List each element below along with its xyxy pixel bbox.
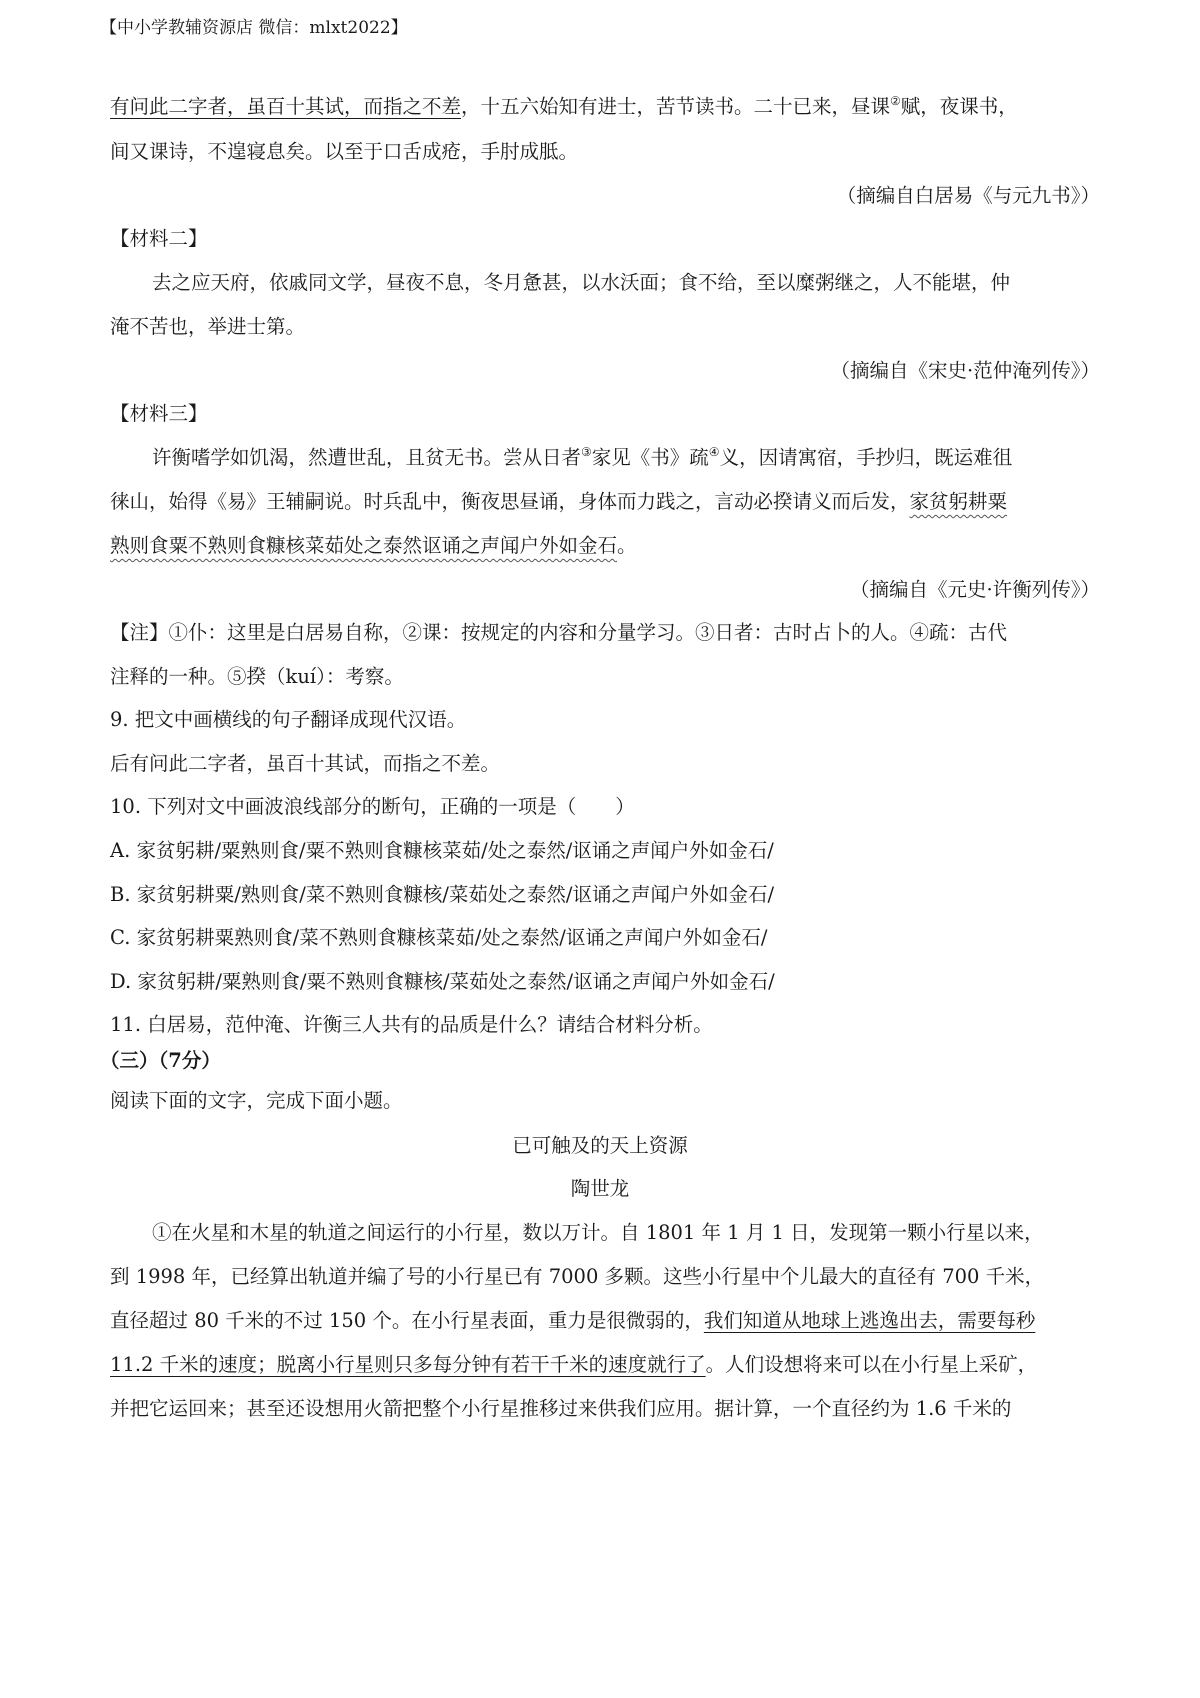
text-span: 许衡嗜学如饥渴，然遭世乱，且贫无书。尝从日者 bbox=[152, 446, 582, 469]
footnote-marker: ③ bbox=[581, 445, 592, 459]
option-d: D. 家贫躬耕/粟熟则食/粟不熟则食糠核/菜茹处之泰然/讴诵之声闻户外如金石/ bbox=[110, 970, 775, 993]
underlined-sentence: 11.2 千米的速度；脱离小行星则只多每分钟有若干千米的速度就行了 bbox=[110, 1353, 706, 1376]
material-three-title: 【材料三】 bbox=[110, 402, 208, 425]
notes-line-1: 【注】①仆：这里是白居易自称，②课：按规定的内容和分量学习。③日者：古时占卜的人。④疏：古代 bbox=[110, 621, 1008, 644]
material-three-line-2 bbox=[110, 487, 1007, 517]
article-line-2: 到 1998 年，已经算出轨道并编了号的小行星已有 7000 多颗。这些小行星中个儿最大的直径有 700 千米， bbox=[110, 1265, 1045, 1288]
material-three-line-3 bbox=[110, 531, 637, 561]
option-c: C. 家贫躬耕粟熟则食/菜不熟则食糠核菜茹/处之泰然/讴诵之声闻户外如金石/ bbox=[110, 926, 768, 949]
article-line-5: 并把它运回来；甚至还设想用火箭把整个小行星推移过来供我们应用。据计算，一个直径约为 1.6 千米的 bbox=[110, 1397, 1012, 1420]
underlined-sentence: 有问此二字者，虽百十其试，而指之不差 bbox=[110, 95, 462, 118]
text-span: 徕山，始得《易》王辅嗣说。时兵乱中，衡夜思昼诵，身体而力践之，言动必揆请义而后发， bbox=[110, 490, 910, 513]
underlined-sentence: 我们知道从地球上逃逸出去，需要每秒 bbox=[703, 1309, 1036, 1332]
text-span: 。 bbox=[617, 534, 637, 557]
question-10: 10. 下列对文中画波浪线部分的断句，正确的一项是（ ） bbox=[110, 795, 635, 818]
material-one-line-2: 间又课诗，不遑寝息矣。以至于口舌成疮，手肘成胝。 bbox=[110, 140, 579, 163]
section-three-instruction: 阅读下面的文字，完成下面小题。 bbox=[110, 1089, 403, 1112]
material-two-line-1: 去之应天府，依戚同文学，昼夜不息，冬月惫甚，以水沃面；食不给，至以糜粥继之，人不能堪，仲 bbox=[152, 271, 1011, 294]
section-three-title: （三）（7分） bbox=[100, 1049, 221, 1072]
text-span: 家见《书》疏 bbox=[591, 446, 709, 469]
text-span: 义，因请寓宿，手抄归，既运难徂 bbox=[719, 446, 1013, 469]
material-one-line-1 bbox=[110, 92, 1018, 122]
material-two-title: 【材料二】 bbox=[110, 227, 208, 250]
article-author: 陶世龙 bbox=[570, 1177, 630, 1200]
material-three-line-1 bbox=[152, 443, 1012, 473]
option-a: A. 家贫躬耕/粟熟则食/粟不熟则食糠核菜茹/处之泰然/讴诵之声闻户外如金石/ bbox=[110, 839, 774, 862]
article-line-4 bbox=[110, 1350, 1037, 1380]
question-9: 9. 把文中画横线的句子翻译成现代汉语。 bbox=[110, 708, 467, 731]
text-span: ，十五六始知有进士，苦节读书。二十已来，昼课 bbox=[461, 95, 891, 118]
article-line-3 bbox=[110, 1306, 1035, 1336]
text-span: 赋，夜课书， bbox=[900, 95, 1018, 118]
material-two-line-2: 淹不苦也，举进士第。 bbox=[110, 315, 306, 338]
material-three-source: （摘编自《元史·许衡列传》） bbox=[850, 578, 1100, 601]
question-11: 11. 白居易，范仲淹、许衡三人共有的品质是什么？请结合材料分析。 bbox=[110, 1013, 713, 1036]
article-line-1: ①在火星和木星的轨道之间运行的小行星，数以万计。自 1801 年 1 月 1 日，发现第一颗小行星以来， bbox=[152, 1221, 1044, 1244]
material-two-source: （摘编自《宋史·范仲淹列传》） bbox=[830, 359, 1100, 382]
footnote-marker: ② bbox=[890, 94, 901, 108]
option-b: B. 家贫躬耕粟/熟则食/菜不熟则食糠核/菜茹处之泰然/讴诵之声闻户外如金石/ bbox=[110, 883, 775, 906]
wavy-underlined-text: 家贫躬耕粟 bbox=[909, 490, 1008, 513]
text-span: 直径超过 80 千米的不过 150 个。在小行星表面，重力是很微弱的， bbox=[110, 1309, 704, 1332]
material-one-source: （摘编自白居易《与元九书》） bbox=[836, 184, 1100, 207]
question-9-sentence: 后有问此二字者，虽百十其试，而指之不差。 bbox=[110, 752, 501, 775]
footnote-marker: ④ bbox=[708, 445, 720, 459]
wavy-underlined-text: 熟则食粟不熟则食糠核菜茹处之泰然讴诵之声闻户外如金石 bbox=[110, 534, 618, 557]
text-span: 。人们设想将来可以在小行星上采矿， bbox=[705, 1353, 1038, 1376]
article-title: 已可触及的天上资源 bbox=[512, 1134, 688, 1157]
notes-line-2: 注释的一种。⑤揆（kuí）：考察。 bbox=[110, 665, 404, 688]
page-header: 【中小学教辅资源店 微信：mlxt2022】 bbox=[100, 18, 408, 38]
